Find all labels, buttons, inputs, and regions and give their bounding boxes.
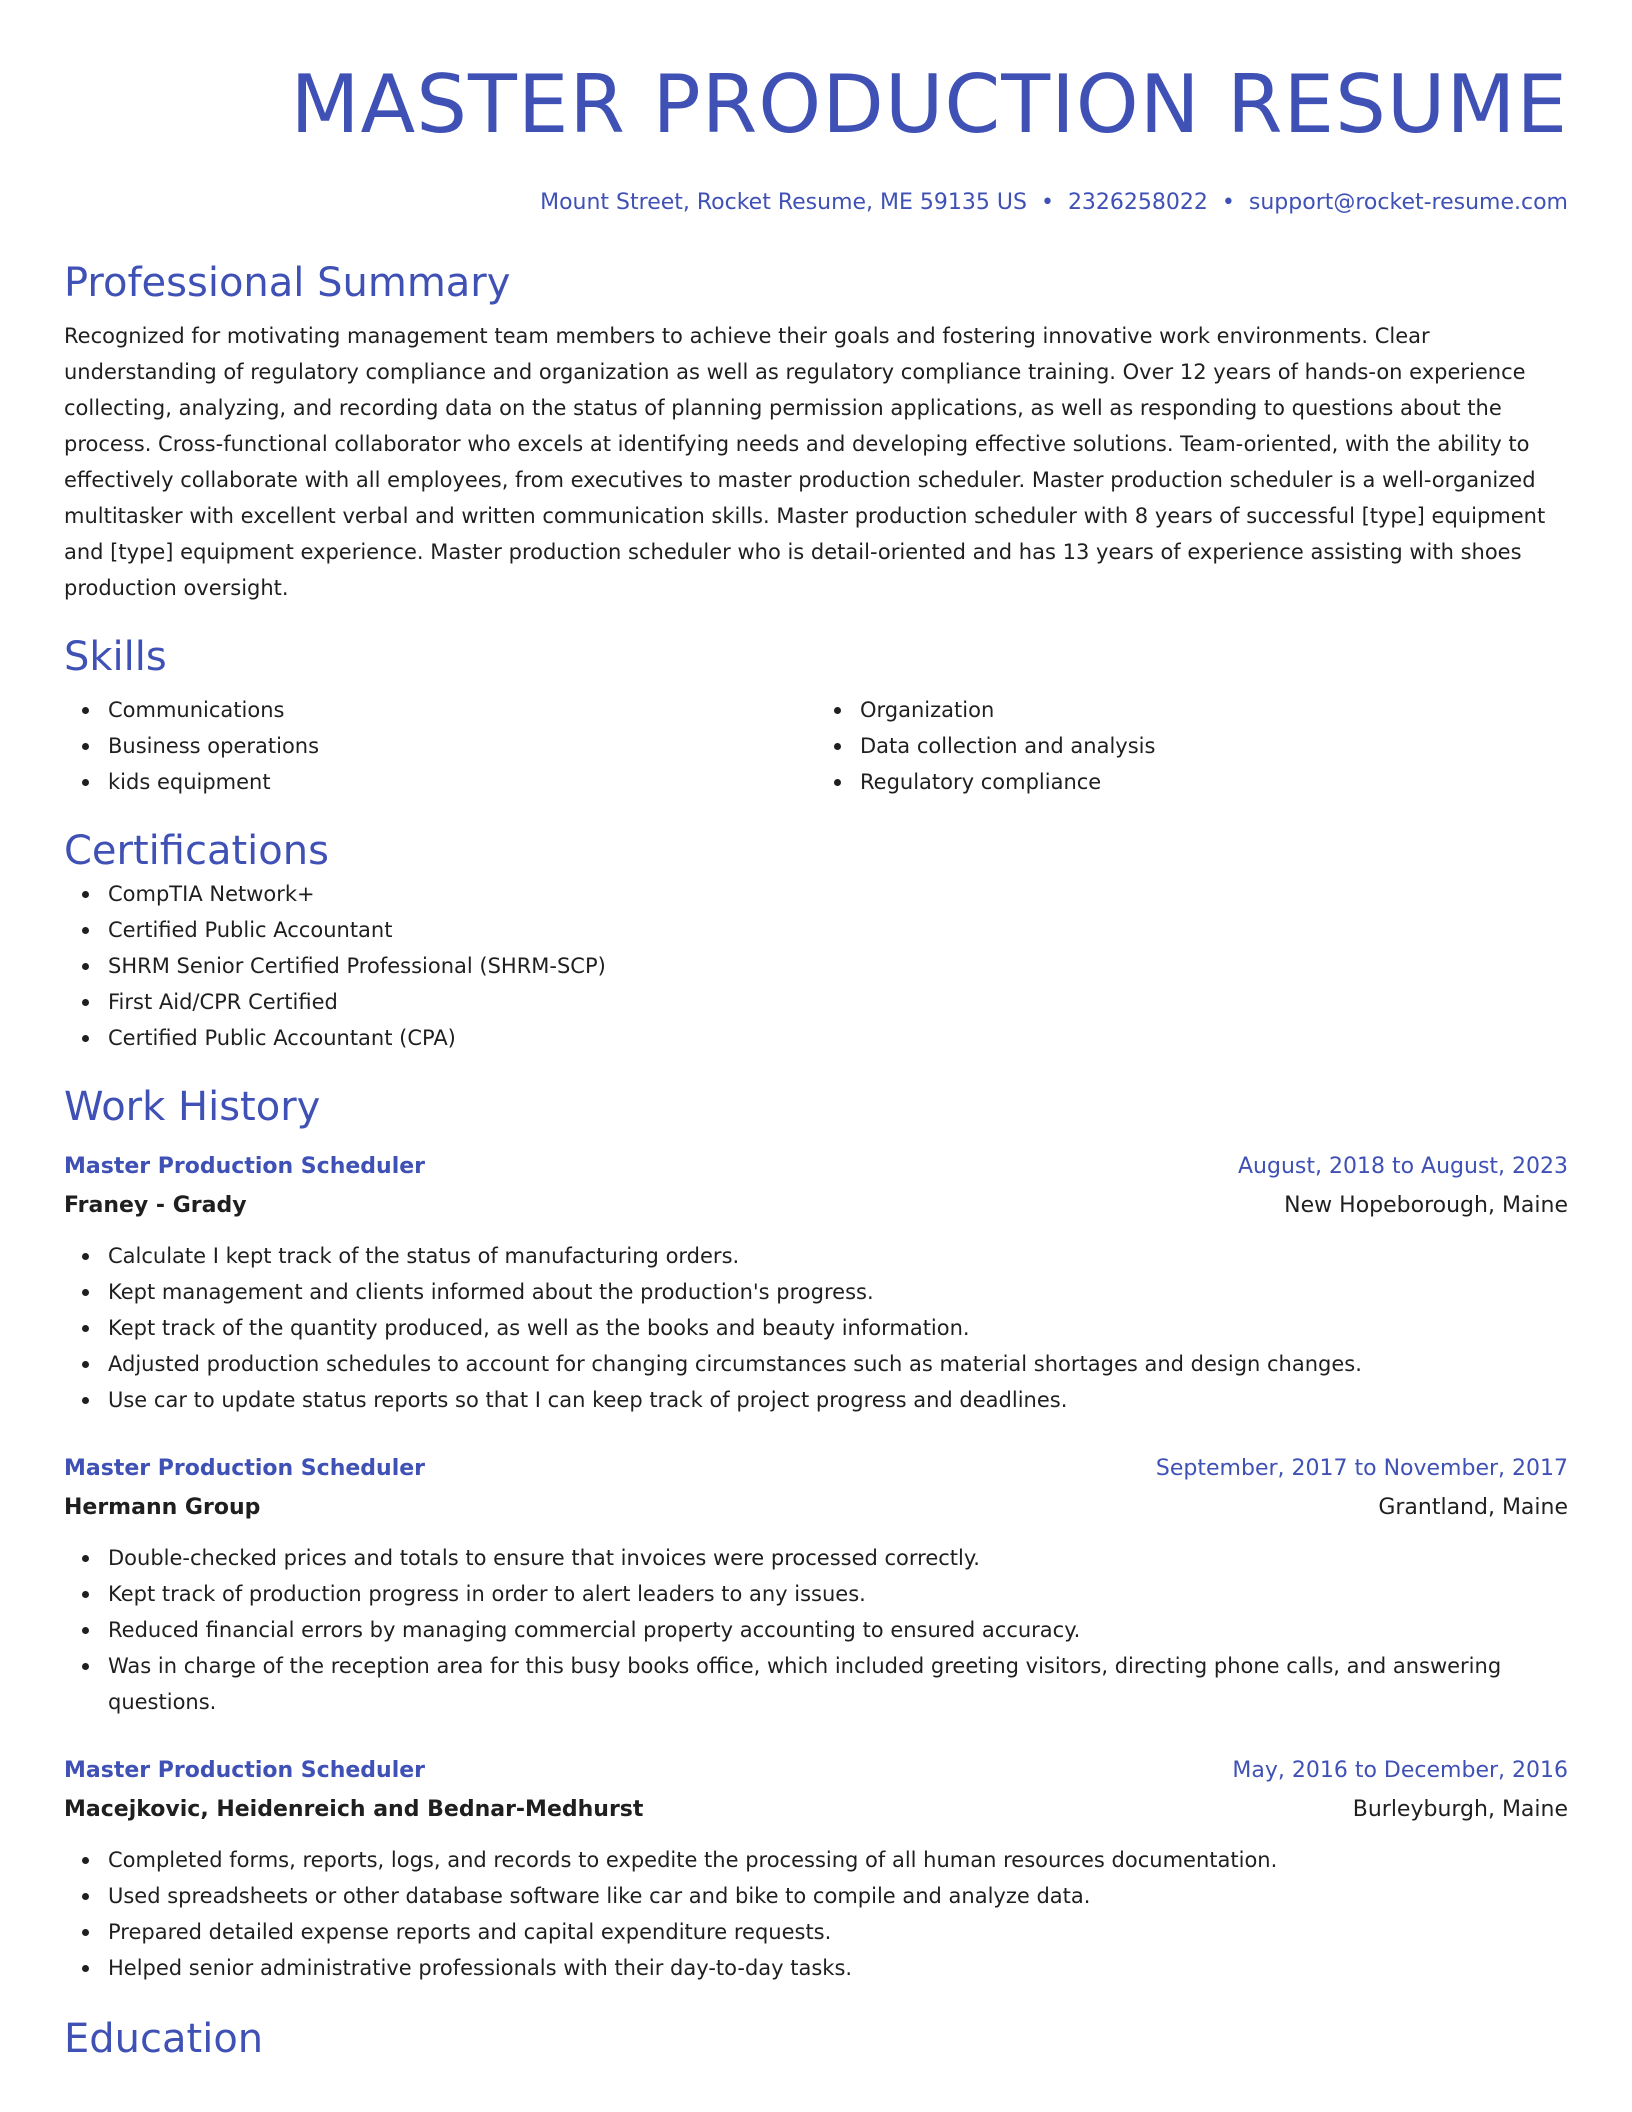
job-entry <box>64 1752 1568 1986</box>
job-company: Macejkovic, Heidenreich and Bednar-Medhurst <box>64 1797 644 1822</box>
contact-line <box>64 188 1568 218</box>
job-location: Burleyburgh, Maine <box>1352 1797 1568 1822</box>
job-dates: September, 2017 to November, 2017 <box>1155 1456 1568 1481</box>
certification-item: SHRM Senior Certified Professional (SHRM-SCP) <box>108 948 1568 984</box>
skill-item: Regulatory compliance <box>860 764 1568 800</box>
job-bullet: Was in charge of the reception area for this busy books office, which included greeting visitors, directing phone calls, and answering questions. <box>108 1648 1568 1720</box>
contact-phone[interactable]: 2326258022 <box>1067 190 1208 215</box>
job-bullet: Kept track of production progress in order to alert leaders to any issues. <box>108 1576 1568 1612</box>
job-company-row <box>64 1488 1568 1528</box>
job-company-row <box>64 1790 1568 1830</box>
job-bullets <box>64 1238 1568 1418</box>
summary-heading: Professional Summary <box>64 260 511 306</box>
job-bullet: Calculate I kept track of the status of manufacturing orders. <box>108 1238 1568 1274</box>
job-bullet: Double-checked prices and totals to ensure that invoices were processed correctly. <box>108 1540 1568 1576</box>
skills-columns <box>64 692 1568 800</box>
work-history-heading: Work History <box>64 1084 321 1130</box>
contact-address: Mount Street, Rocket Resume, ME 59135 US <box>540 190 1027 215</box>
resume-name: MASTER PRODUCTION RESUME <box>290 58 1568 151</box>
certification-item: Certified Public Accountant (CPA) <box>108 1020 1568 1056</box>
job-bullet: Used spreadsheets or other database software like car and bike to compile and analyze data. <box>108 1878 1568 1914</box>
contact-separator: • <box>1221 190 1235 215</box>
job-company: Hermann Group <box>64 1495 261 1520</box>
job-bullet: Helped senior administrative professionals with their day-to-day tasks. <box>108 1950 1568 1986</box>
job-entry <box>64 1450 1568 1720</box>
job-bullet: Kept management and clients informed about the production's progress. <box>108 1274 1568 1310</box>
job-company: Franey - Grady <box>64 1193 247 1218</box>
job-title: Master Production Scheduler <box>64 1456 426 1481</box>
job-dates: May, 2016 to December, 2016 <box>1232 1758 1568 1783</box>
job-bullet: Kept track of the quantity produced, as well as the books and beauty information. <box>108 1310 1568 1346</box>
job-dates: August, 2018 to August, 2023 <box>1238 1154 1568 1179</box>
job-location: Grantland, Maine <box>1378 1495 1568 1520</box>
job-bullet: Adjusted production schedules to account for changing circumstances such as material shortages and design changes. <box>108 1346 1568 1382</box>
skill-item: Organization <box>860 692 1568 728</box>
certifications-list <box>64 876 1568 1056</box>
skill-item: Communications <box>108 692 816 728</box>
job-entry <box>64 1148 1568 1418</box>
education-heading: Education <box>64 2016 264 2062</box>
skills-list-left <box>64 692 816 800</box>
job-bullet: Reduced financial errors by managing commercial property accounting to ensured accuracy. <box>108 1612 1568 1648</box>
skill-item: Business operations <box>108 728 816 764</box>
certification-item: Certified Public Accountant <box>108 912 1568 948</box>
job-bullet: Use car to update status reports so that I can keep track of project progress and deadlines. <box>108 1382 1568 1418</box>
job-bullet: Completed forms, reports, logs, and records to expedite the processing of all human resources documentation. <box>108 1842 1568 1878</box>
skill-item: Data collection and analysis <box>860 728 1568 764</box>
job-bullet: Prepared detailed expense reports and capital expenditure requests. <box>108 1914 1568 1950</box>
skills-list-right <box>816 692 1568 800</box>
job-header-row <box>64 1752 1568 1790</box>
certification-item: CompTIA Network+ <box>108 876 1568 912</box>
contact-separator: • <box>1040 190 1054 215</box>
skills-heading: Skills <box>64 634 167 680</box>
job-bullets <box>64 1540 1568 1720</box>
resume-page <box>64 0 1568 2064</box>
job-header-row <box>64 1148 1568 1186</box>
job-company-row <box>64 1186 1568 1226</box>
job-title: Master Production Scheduler <box>64 1154 426 1179</box>
job-title: Master Production Scheduler <box>64 1758 426 1783</box>
skill-item: kids equipment <box>108 764 816 800</box>
job-location: New Hopeborough, Maine <box>1284 1193 1568 1218</box>
certifications-heading: Certifications <box>64 828 329 874</box>
certification-item: First Aid/CPR Certified <box>108 984 1568 1020</box>
contact-email[interactable]: support@rocket-resume.com <box>1248 190 1568 215</box>
job-header-row <box>64 1450 1568 1488</box>
job-bullets <box>64 1842 1568 1986</box>
summary-text: Recognized for motivating management team members to achieve their goals and fostering innovative work environments. Clear understanding of regulatory compliance and organization as well as regulatory compliance training. Over 12 years of hands-on experience collecting, analyzing, and recording data on the status of planning permission applications, as well as responding to questions about the process. Cross-functional collaborator who excels at identifying needs and developing effective solutions. Team-oriented, with the ability to effectively collaborate with all employees, from executives to master production scheduler. Master production scheduler is a well-organized multitasker with excellent verbal and written communication skills. Master production scheduler with 8 years of successful [type] equipment and [type] equipment experience. Master production scheduler who is detail-oriented and has 13 years of experience assisting with shoes production oversight. <box>64 324 1546 600</box>
